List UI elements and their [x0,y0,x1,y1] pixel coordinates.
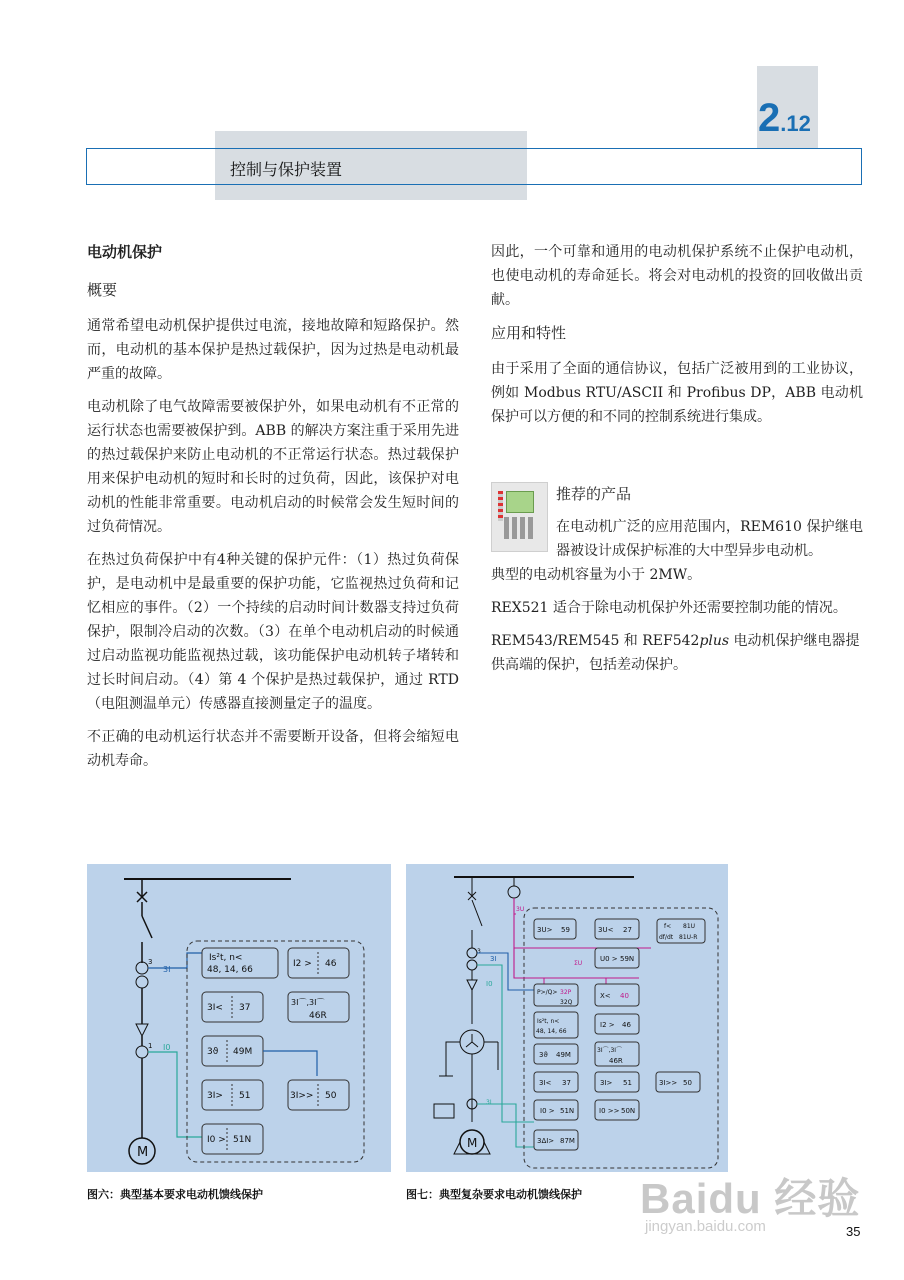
box-frequency: f< [664,923,672,930]
box-undercurrent-fig7-code: 37 [562,1079,571,1087]
ct-number-1: 1 [148,1042,153,1050]
paragraph-continued: 因此，一个可靠和通用的电动机保护系统不止保护电动机，也使电动机的寿命延长。将会对电动机的投资的回收做出贡献。 [491,244,863,308]
page-title: 控制与保护装置 [230,160,343,179]
paragraph-2: 电动机除了电气故障需要被保护外，如果电动机有不正常的运行状态也需要被保护到。ABB 的解决方案注重于采用先进的热过载保护来防止电动机的不正常运行状态。热过载保护用来保护电动机的短时和长时的过负荷，因此，该保护对电动机的性能非常重要。电动机启动的时候常会发生短时间的过负荷情况。 [87,399,459,535]
box-earth-fault-fig7-code: 51N [560,1107,575,1115]
chapter-main: 2 [758,96,781,140]
chapter-sub: .12 [780,111,811,136]
box-thermal-rtd: 3ϑ [207,1047,219,1057]
box-underreactance: X< [600,992,611,1000]
box-i2-fig7-code: 46 [622,1021,631,1029]
box-differential-code: 87M [560,1137,575,1145]
rec-paragraph-1a: 在电动机广泛的应用范围内，REM610 保护继电器被设计成保护标准的大中型异步电动机。 [556,519,863,559]
box-rtd-code: 49M [233,1047,253,1057]
box-short-circuit: 3I>> [290,1091,314,1101]
signal-i0: I0 [163,1043,171,1052]
box-i2-fig7: I2 > [600,1021,615,1029]
application-heading: 应用和特性 [491,324,567,342]
motor-label: M [137,1145,149,1160]
box-power-code: 32P [560,989,572,996]
box-earth-fault-high-code: 50N [621,1107,636,1115]
box-underreactance-code: 40 [620,992,629,1000]
ct-number-3-fig7: 3 [477,948,481,955]
box-undercurrent-fig7: 3I< [539,1079,552,1087]
box-residual-voltage: U0 > [600,955,618,963]
box-frequency-code: 81U [683,923,696,930]
box-start-supervision: 3I⌒,3I⌒ [291,998,325,1007]
box-differential: 3ΔI> [537,1137,555,1145]
box-overcurrent-fig7: 3I> [600,1079,613,1087]
figure-6-caption: 图六：典型基本要求电动机馈线保护 [87,1188,263,1201]
box-rtd-fig7-code: 49M [556,1051,571,1059]
application-paragraph: 由于采用了全面的通信协议，包括广泛被用到的工业协议，例如 Modbus RTU/ASCII 和 Profibus DP，ABB 电动机保护可以方便的和不同的控制系统进行集成。 [491,361,863,425]
page-number: 35 [846,1224,861,1239]
watermark-url: jingyan.baidu.com [645,1218,766,1235]
figure-7 [406,864,728,1172]
box-overvoltage: 3U> [537,926,553,934]
box-start-fig7-code: 46R [609,1057,623,1065]
right-column [491,240,863,438]
chapter-number [758,96,811,141]
box-earth-fault: I0 > [207,1135,226,1145]
box-power: P>/Q> [537,989,558,996]
signal-3i-lower: 3I [486,1099,492,1106]
box-thermal-a: Is²t, n< [209,953,243,963]
figure-6 [87,864,391,1172]
signal-3i: 3I [163,965,171,974]
box-thermal-fig7-a: Is²t, n< [537,1018,560,1025]
box-short-circuit-code: 50 [325,1091,337,1101]
figure-6-diagram [87,864,391,1172]
figure-7-caption: 图七：典型复杂要求电动机馈线保护 [406,1188,582,1201]
figure-7-diagram [406,864,728,1172]
box-overcurrent-code: 51 [239,1091,251,1101]
box-undervoltage: 3U< [598,926,614,934]
box-i2-code: 46 [325,959,337,969]
box-earth-fault-code: 51N [233,1135,252,1145]
box-rtd-fig7: 3ϑ [539,1051,548,1059]
subsection-heading: 概要 [87,281,118,299]
box-rocof: df/dt [659,934,674,941]
paragraph-1: 通常希望电动机保护提供过电流，接地故障和短路保护。然而，电动机的基本保护是热过载保护，因为过热是电动机最严重的故障。 [87,318,459,382]
paragraph-4: 不正确的电动机运行状态并不需要断开设备，但将会缩短电动机寿命。 [87,729,459,769]
paragraph-3: 在热过负荷保护中有4种关键的保护元件：（1）热过负荷保护，是电动机中是最重要的保护功能，它监视热过负荷和记忆相应的事件。（2）一个持续的启动时间计数器支持过负荷保护，限制冷启动的次数。（3）在单个电动机启动的时候通过启动监视功能监视热过载，该功能保护电动机转子堵转和过长时间启动。（4）第 4 个保护是热过载保护，通过 RTD（电阻测温单元）传感器直接测量定子的温度。 [87,552,459,712]
signal-i0-fig7: I0 [486,980,493,988]
recommended-heading: 推荐的产品 [556,485,632,503]
box-thermal-b: 48, 14, 66 [207,965,253,975]
signal-3i-fig7: 3I [490,955,497,963]
box-start-fig7: 3I⌒,3I⌒ [597,1047,623,1054]
motor-label-fig7: M [467,1136,478,1150]
title-box [86,148,862,185]
box-undercurrent-code: 37 [239,1003,251,1013]
box-earth-fault-fig7: I0 > [540,1107,555,1115]
box-rocof-code: 81U-R [679,934,698,941]
box-i2: I2 > [293,959,312,969]
left-column [87,240,459,782]
box-overcurrent: 3I> [207,1091,223,1101]
rec-paragraph-3: REM543/REM545 和 REF542plus 电动机保护继电器提供高端的保护，包括差动保护。 [491,633,860,673]
vt-label: 3U [516,906,525,913]
ct-number-3: 3 [148,958,153,966]
rec-paragraph-2: REX521 适合于除电动机保护外还需要控制功能的情况。 [491,600,847,616]
box-undercurrent: 3I< [207,1003,223,1013]
relay-screen [506,491,534,513]
box-thermal-fig7-b: 48, 14, 66 [536,1028,567,1035]
box-short-circuit-fig7-code: 50 [683,1079,692,1087]
box-overvoltage-code: 59 [561,926,570,934]
box-reactive-code: 32Q [560,999,573,1006]
watermark-main: Baidu 经验 [640,1175,861,1222]
sum-voltage-label: ΣU [574,960,583,967]
box-residual-code: 59N [620,955,635,963]
recommended-text [491,515,863,686]
rec-paragraph-1b: 典型的电动机容量为小于 2MW。 [491,567,702,583]
box-undervoltage-code: 27 [623,926,632,934]
box-short-circuit-fig7: 3I>> [659,1079,678,1087]
section-heading: 电动机保护 [87,243,163,261]
box-earth-fault-high: I0 >> [599,1107,620,1115]
box-overcurrent-fig7-code: 51 [623,1079,632,1087]
box-start-code: 46R [309,1011,327,1021]
